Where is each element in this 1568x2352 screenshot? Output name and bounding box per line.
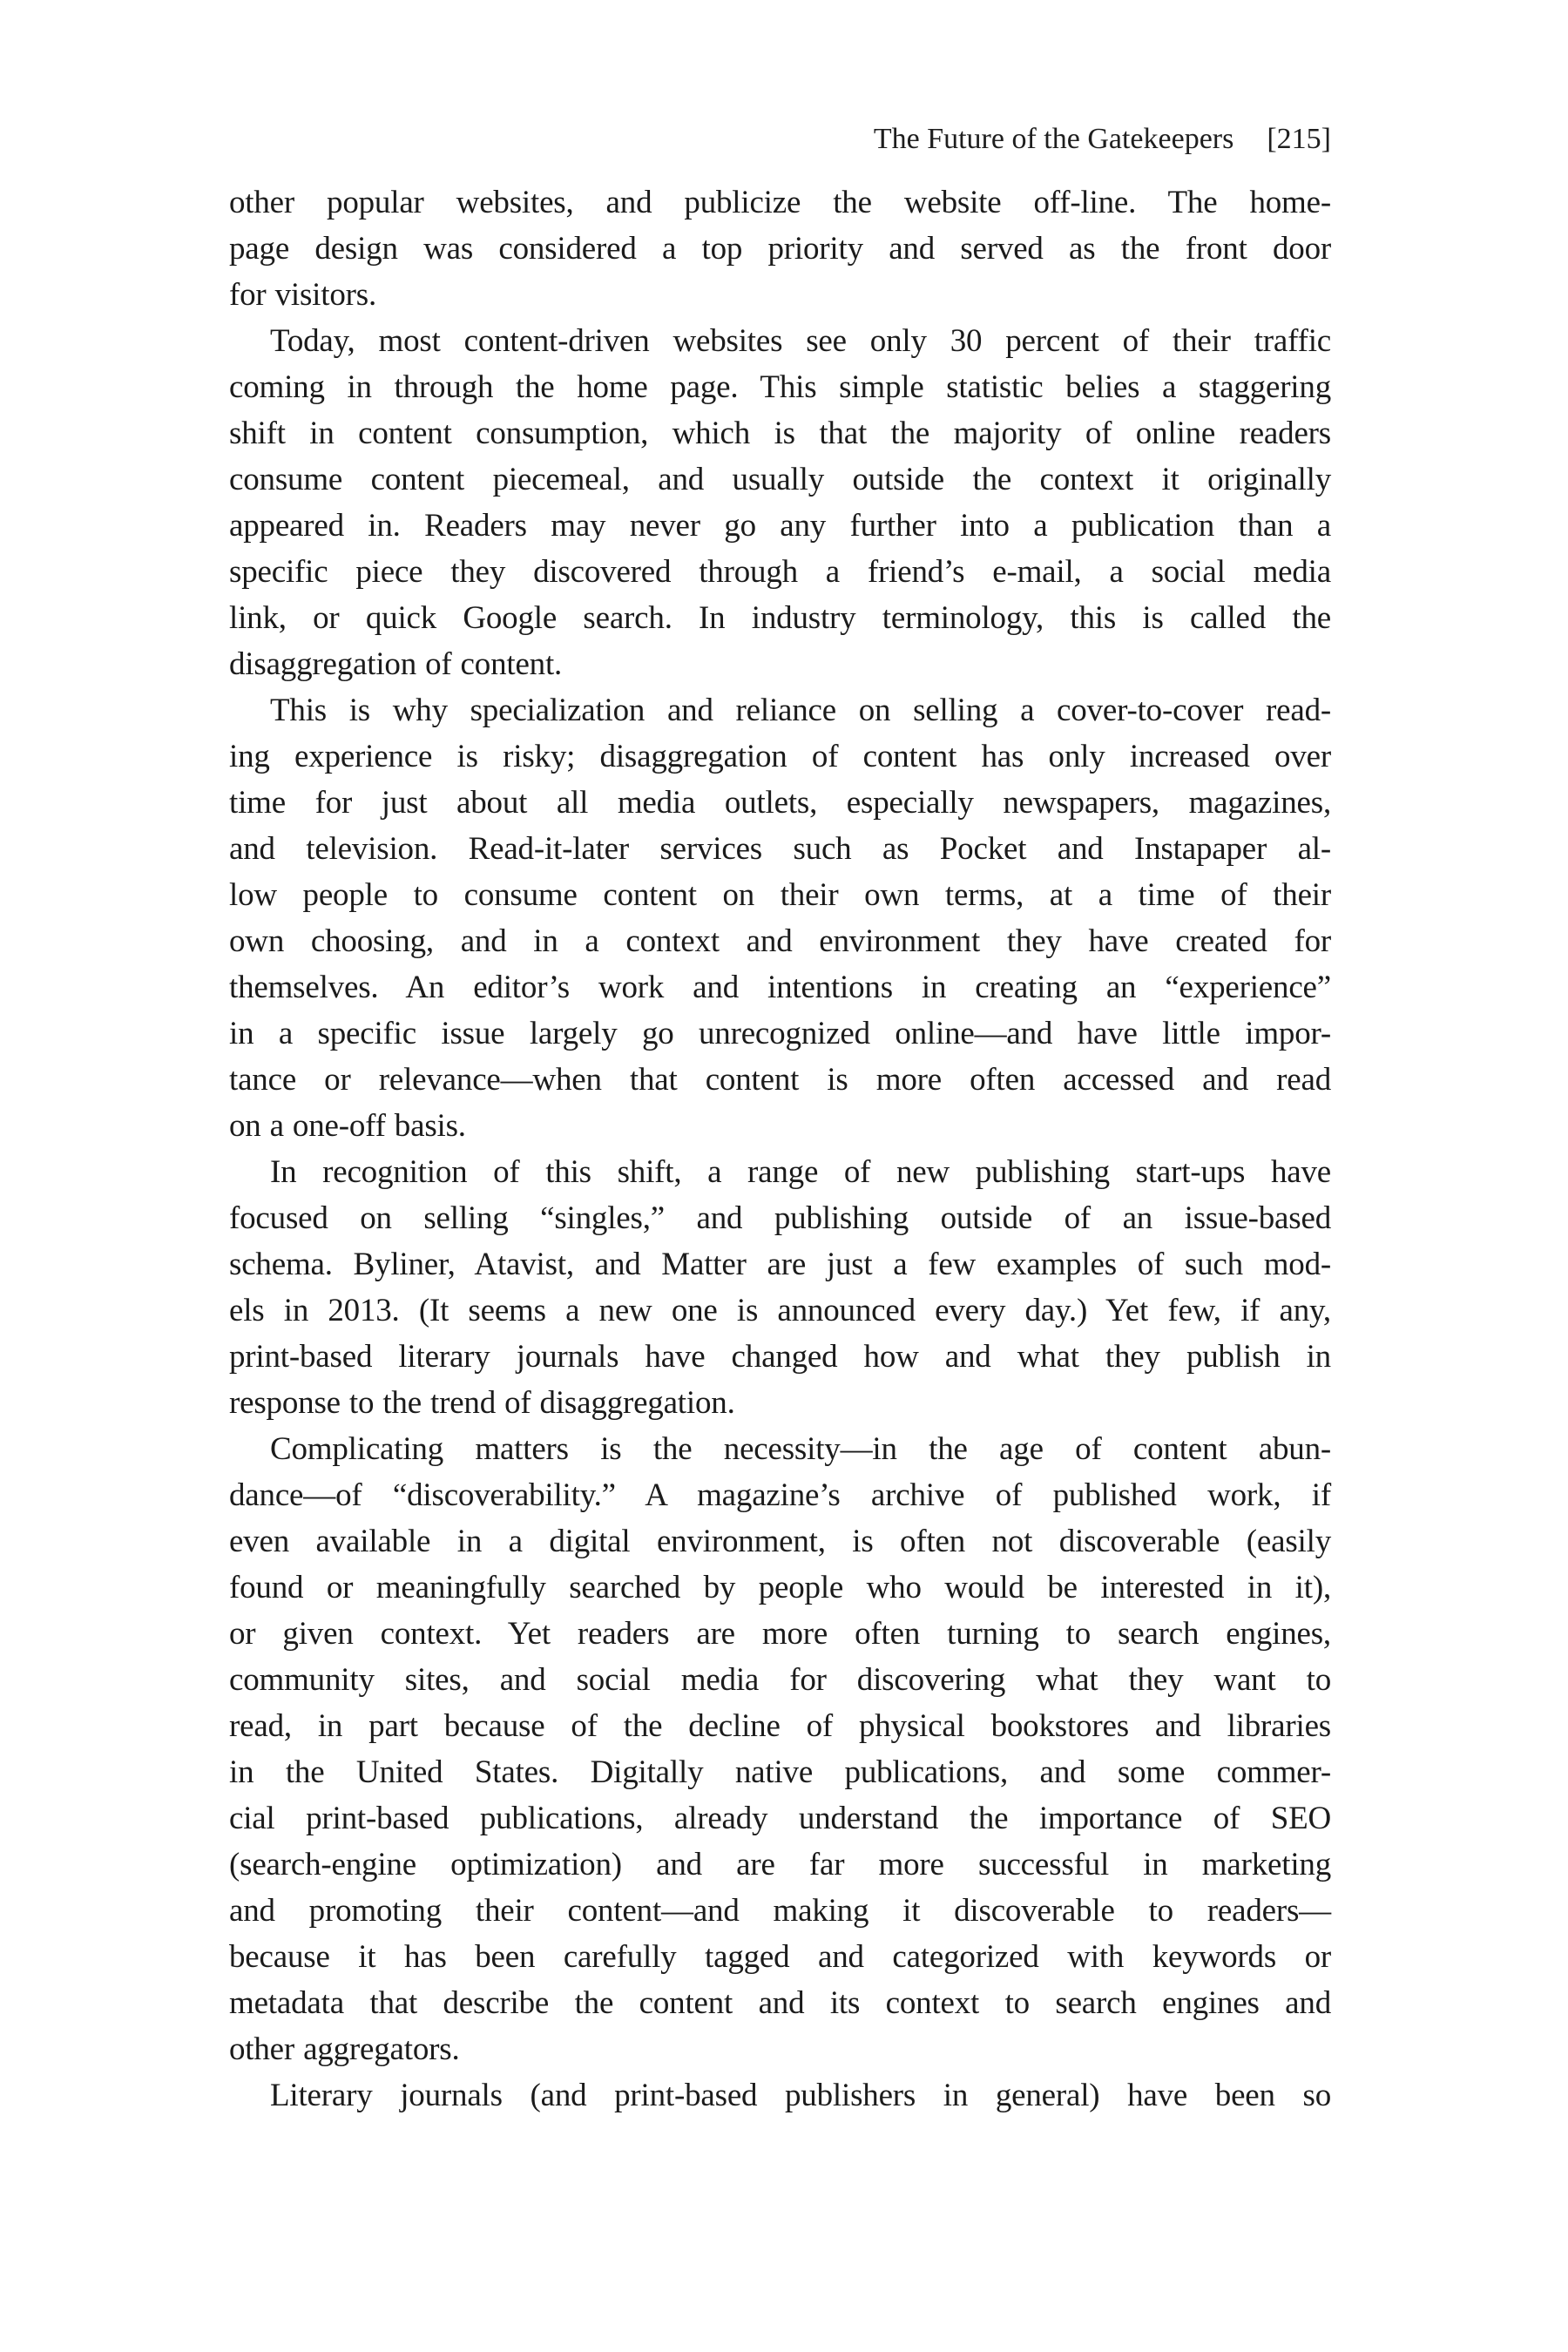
text-line: time for just about all media outlets, especially newspapers, magazines, — [229, 785, 1331, 821]
text-line: tance or relevance—when that content is more often accessed and read — [229, 1062, 1331, 1098]
text-line: in a specific issue largely go unrecognized online—and have little impor- — [229, 1016, 1331, 1051]
text-line: for visitors. — [229, 277, 377, 313]
text-line: and promoting their content—and making it discoverable to readers— — [229, 1893, 1331, 1929]
text-line: schema. Byliner, Atavist, and Matter are just a few examples of such mod- — [229, 1247, 1331, 1282]
text-line: and television. Read-it-later services such as Pocket and Instapaper al- — [229, 831, 1331, 867]
text-line: read, in part because of the decline of physical bookstores and libraries — [229, 1708, 1331, 1744]
paragraph — [229, 179, 1331, 318]
text-line: response to the trend of disaggregation. — [229, 1385, 735, 1421]
text-line: shift in content consumption, which is that the majority of online readers — [229, 416, 1331, 451]
text-line: coming in through the home page. This simple statistic belies a staggering — [229, 369, 1331, 405]
text-line: on a one-off basis. — [229, 1108, 466, 1144]
text-line: consume content piecemeal, and usually outside the context it originally — [229, 462, 1331, 497]
text-line: found or meaningfully searched by people who would be interested in it), — [229, 1570, 1331, 1605]
text-line: specific piece they discovered through a friend’s e-mail, a social media — [229, 554, 1331, 590]
paragraph — [229, 1149, 1331, 1426]
text-line: link, or quick Google search. In industry terminology, this is called the — [229, 600, 1331, 636]
text-line: dance—of “discoverability.” A magazine’s archive of published work, if — [229, 1477, 1331, 1513]
text-line: metadata that describe the content and its context to search engines and — [229, 1985, 1331, 2021]
text-line: In recognition of this shift, a range of new publishing start-ups have — [270, 1154, 1331, 1190]
text-line: Literary journals (and print-based publishers in general) have been so — [270, 2078, 1331, 2113]
paragraph — [229, 687, 1331, 1149]
text-line: print-based literary journals have changed how and what they publish in — [229, 1339, 1331, 1375]
paragraph — [229, 318, 1331, 687]
paragraph — [229, 2072, 1331, 2119]
text-line: ing experience is risky; disaggregation of content has only increased over — [229, 739, 1331, 774]
text-line: focused on selling “singles,” and publishing outside of an issue-based — [229, 1200, 1331, 1236]
body-text — [229, 179, 1331, 2119]
text-line: or given context. Yet readers are more often turning to search engines, — [229, 1616, 1331, 1652]
text-line: other aggregators. — [229, 2031, 460, 2067]
text-line: (search-engine optimization) and are far more successful in marketing — [229, 1847, 1331, 1882]
text-line: community sites, and social media for discovering what they want to — [229, 1662, 1331, 1698]
running-header — [229, 120, 1331, 159]
text-line: disaggregation of content. — [229, 646, 563, 682]
text-line: because it has been carefully tagged and categorized with keywords or — [229, 1939, 1331, 1975]
text-line: els in 2013. (It seems a new one is announced every day.) Yet few, if any, — [229, 1293, 1331, 1328]
page-number: [215] — [1267, 123, 1331, 155]
text-line: themselves. An editor’s work and intentions in creating an “experience” — [229, 970, 1331, 1005]
text-line: appeared in. Readers may never go any further into a publication than a — [229, 508, 1331, 544]
text-line: Today, most content-driven websites see only 30 percent of their traffic — [270, 323, 1331, 359]
running-header-title: The Future of the Gatekeepers — [873, 123, 1234, 155]
text-line: cial print-based publications, already understand the importance of SEO — [229, 1801, 1331, 1836]
text-line: in the United States. Digitally native publications, and some commer- — [229, 1754, 1331, 1790]
text-line: Complicating matters is the necessity—in the age of content abun- — [270, 1431, 1331, 1467]
text-line: own choosing, and in a context and environment they have created for — [229, 923, 1331, 959]
text-line: low people to consume content on their own terms, at a time of their — [229, 877, 1331, 913]
text-line: This is why specialization and reliance on selling a cover-to-cover read- — [270, 693, 1331, 728]
text-line: other popular websites, and publicize the website off-line. The home- — [229, 185, 1331, 220]
text-line: page design was considered a top priority and served as the front door — [229, 231, 1331, 267]
text-line: even available in a digital environment, is often not discoverable (easily — [229, 1524, 1331, 1559]
paragraph — [229, 1426, 1331, 2072]
